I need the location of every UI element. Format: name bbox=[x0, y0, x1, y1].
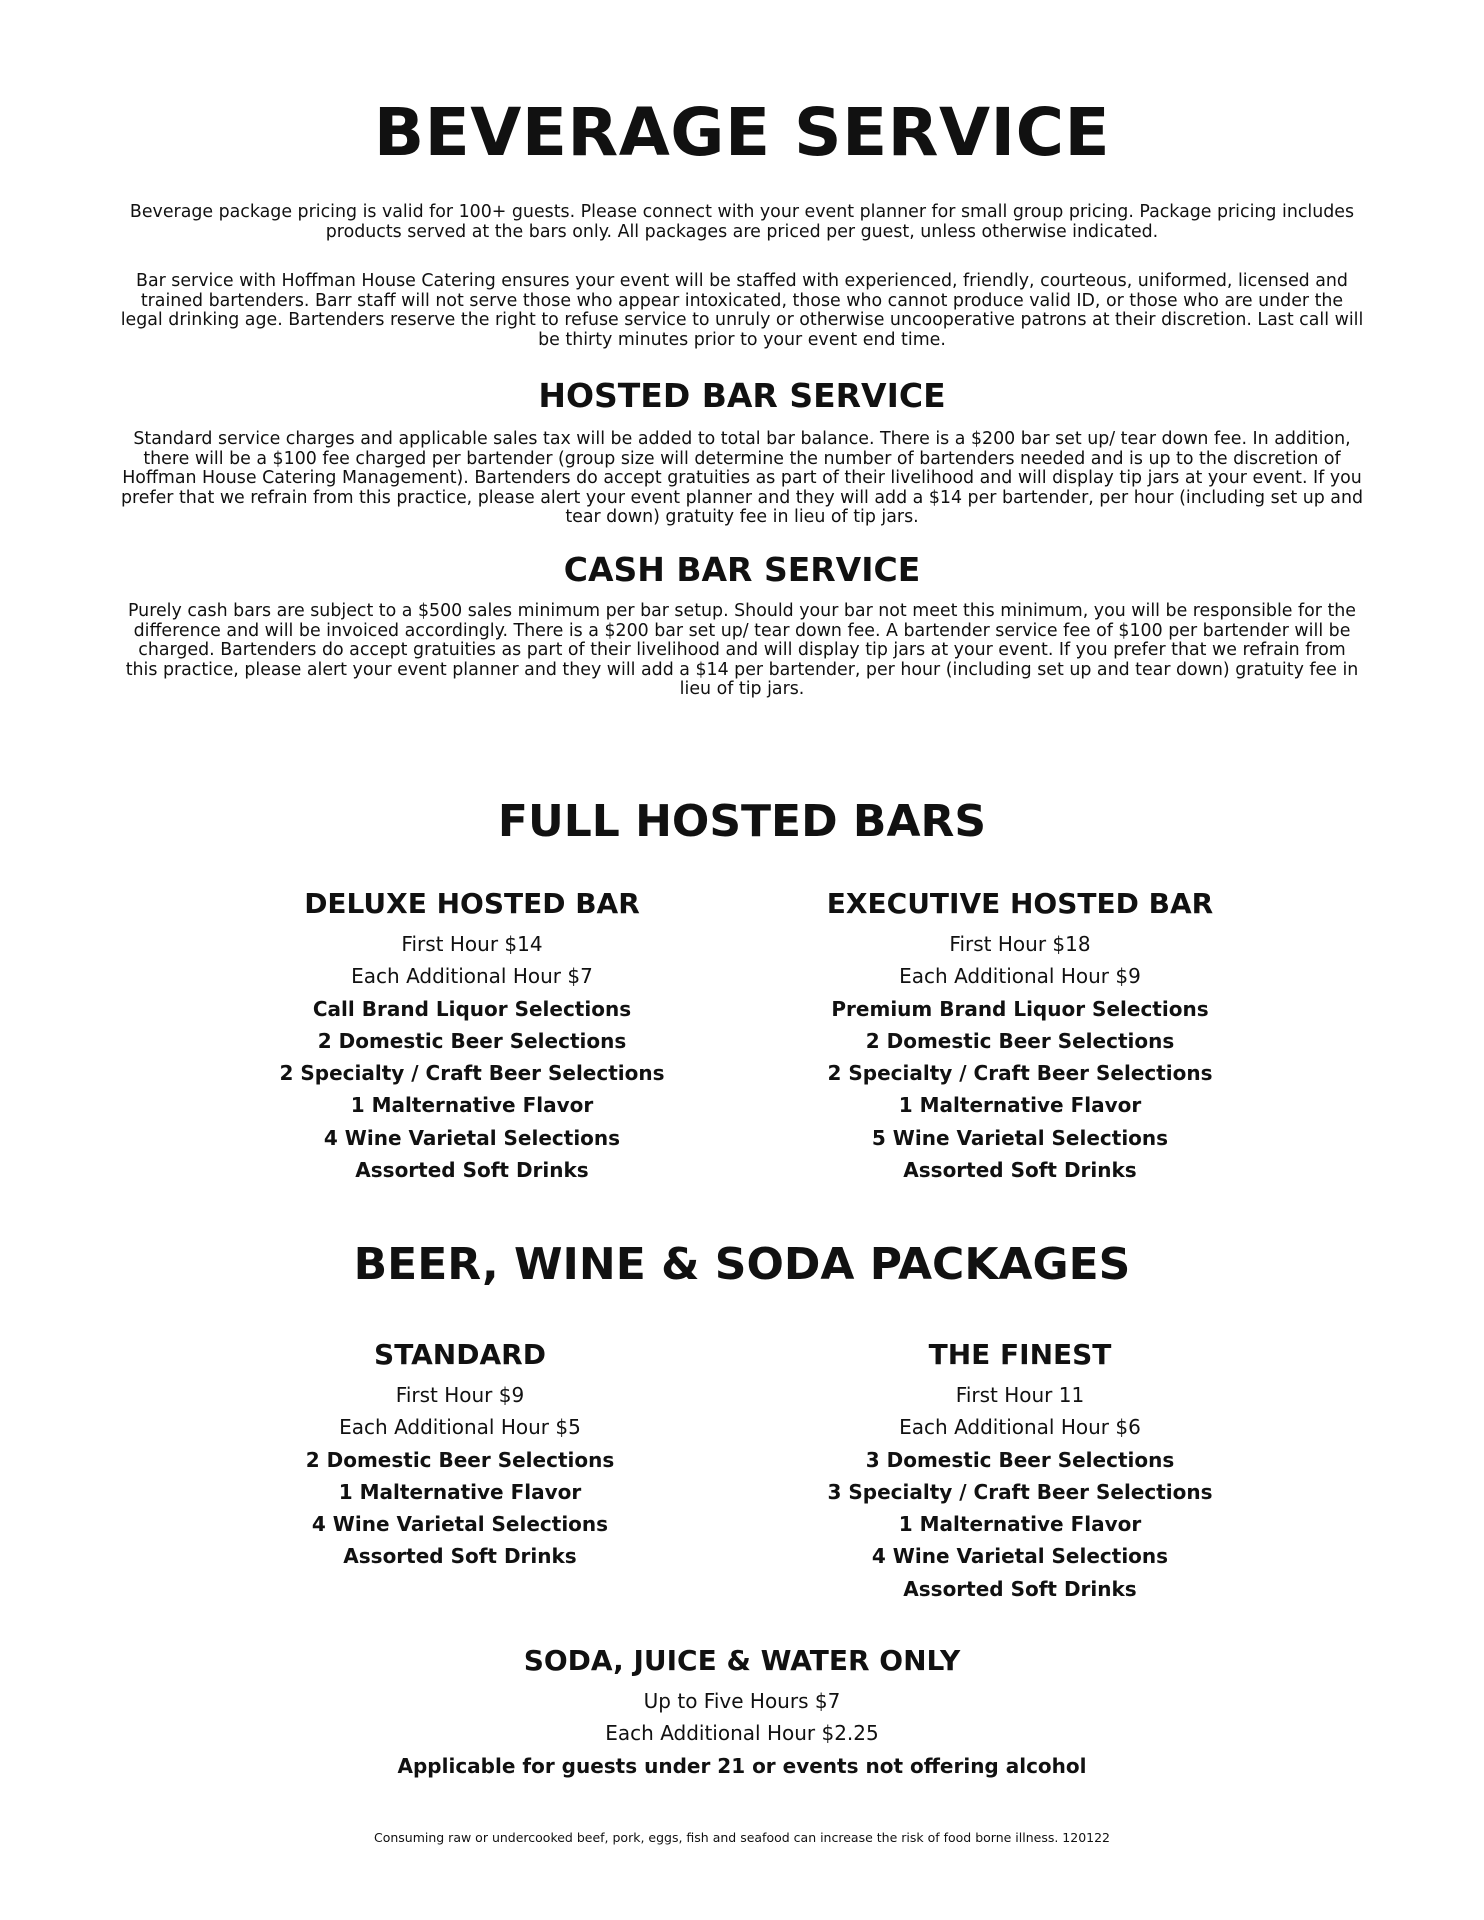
full-hosted-bars-heading: FULL HOSTED BARS bbox=[497, 796, 987, 847]
cash-bar-service-text: Purely cash bars are subject to a $500 sales minimum per bar setup. Should your bar not meet this minimum, you will be responsible for the difference and will be invoiced accordingly. There is a $200 bar set up/ tear down fee. A bartender service fee of $100 per bartender will be charged. Bartenders do accept gratuities as part of their livelihood and will display tip jars at your event. If you prefer that we refrain from this practice, please alert your event planner and they will add a $14 per bartender, per hour (including set up and tear down) gratuity fee in lieu of tip jars. bbox=[125, 601, 1359, 700]
list-item: Premium Brand Liquor Selections bbox=[831, 996, 1209, 1021]
cash-bar-service-heading: CASH BAR SERVICE bbox=[563, 550, 921, 589]
soda-line-1: Up to Five Hours $7 bbox=[643, 1689, 841, 1713]
soda-line-2: Each Additional Hour $2.25 bbox=[605, 1721, 879, 1746]
list-item: 2 Domestic Beer Selections bbox=[865, 1028, 1175, 1053]
deluxe-first-hour: First Hour $14 bbox=[401, 932, 543, 956]
executive-first-hour: First Hour $18 bbox=[949, 932, 1091, 956]
list-item: Assorted Soft Drinks bbox=[903, 1158, 1137, 1183]
list-item: 4 Wine Varietal Selections bbox=[871, 1544, 1169, 1569]
list-item: 3 Specialty / Craft Beer Selections bbox=[827, 1479, 1213, 1504]
list-item: 1 Malternative Flavor bbox=[898, 1512, 1142, 1537]
list-item: 4 Wine Varietal Selections bbox=[323, 1125, 621, 1150]
executive-hosted-bar bbox=[810, 887, 1230, 1186]
soda-juice-water-title: SODA, JUICE & WATER ONLY bbox=[523, 1644, 961, 1677]
list-item: 3 Domestic Beer Selections bbox=[865, 1447, 1175, 1472]
page-title: BEVERAGE SERVICE bbox=[373, 94, 1111, 171]
list-item: 2 Specialty / Craft Beer Selections bbox=[827, 1061, 1213, 1086]
finest-package bbox=[810, 1338, 1230, 1605]
standard-package bbox=[250, 1338, 670, 1573]
intro-paragraph-bar-service: Bar service with Hoffman House Catering ensures your event will be staffed with experienced, friendly, courteous, uniformed, licensed and trained bartenders. Barr staff will not serve those who appear intoxicated, those who cannot produce valid ID, or those who are under the legal drinking age. Bartenders reserve the right to refuse service to unruly or otherwise uncooperative patrons at their discretion. Last call will be thirty minutes prior to your event end time. bbox=[120, 271, 1364, 350]
standard-additional-hour: Each Additional Hour $5 bbox=[339, 1415, 581, 1440]
beer-wine-soda-heading: BEER, WINE & SODA PACKAGES bbox=[353, 1239, 1131, 1290]
list-item: Assorted Soft Drinks bbox=[355, 1158, 589, 1183]
soda-juice-water-package bbox=[392, 1644, 1092, 1782]
executive-additional-hour: Each Additional Hour $9 bbox=[899, 964, 1141, 989]
list-item: 2 Domestic Beer Selections bbox=[305, 1447, 615, 1472]
standard-title: STANDARD bbox=[374, 1338, 546, 1371]
executive-title: EXECUTIVE HOSTED BAR bbox=[826, 887, 1214, 920]
list-item: 2 Domestic Beer Selections bbox=[317, 1028, 627, 1053]
list-item: 1 Malternative Flavor bbox=[898, 1093, 1142, 1118]
deluxe-title: DELUXE HOSTED BAR bbox=[304, 887, 640, 920]
finest-first-hour: First Hour 11 bbox=[955, 1383, 1085, 1407]
list-item: 1 Malternative Flavor bbox=[338, 1479, 582, 1504]
finest-title: THE FINEST bbox=[928, 1338, 1112, 1371]
finest-additional-hour: Each Additional Hour $6 bbox=[899, 1415, 1141, 1440]
list-item: 1 Malternative Flavor bbox=[350, 1093, 594, 1118]
intro-paragraph-pricing: Beverage package pricing is valid for 100+ guests. Please connect with your event planner for small group pricing. Package pricing includes products served at the bars only. All packages are priced per guest, unless otherwise indicated. bbox=[129, 202, 1355, 242]
list-item: Assorted Soft Drinks bbox=[903, 1576, 1137, 1601]
standard-first-hour: First Hour $9 bbox=[395, 1383, 525, 1407]
list-item: Call Brand Liquor Selections bbox=[312, 996, 632, 1021]
list-item: 2 Specialty / Craft Beer Selections bbox=[279, 1061, 665, 1086]
deluxe-hosted-bar bbox=[262, 887, 682, 1186]
soda-note: Applicable for guests under 21 or events not offering alcohol bbox=[397, 1753, 1087, 1778]
list-item: 5 Wine Varietal Selections bbox=[871, 1125, 1169, 1150]
hosted-bar-service-text: Standard service charges and applicable sales tax will be added to total bar balance. There is a $200 bar set up/ tear down fee. In addition, there will be a $100 fee charged per bartender (group size will determine the number of bartenders needed and is up to the discretion of Hoffman House Catering Management). Bartenders do accept gratuities as part of their livelihood and will display tip jars at your event. If you prefer that we refrain from this practice, please alert your event planner and they will add a $14 per bartender, per hour (including set up and tear down) gratuity fee in lieu of tip jars. bbox=[120, 429, 1364, 528]
deluxe-additional-hour: Each Additional Hour $7 bbox=[351, 964, 593, 989]
hosted-bar-service-heading: HOSTED BAR SERVICE bbox=[538, 376, 946, 415]
list-item: 4 Wine Varietal Selections bbox=[311, 1512, 609, 1537]
food-safety-disclaimer: Consuming raw or undercooked beef, pork, eggs, fish and seafood can increase the risk of food borne illness. 120122 bbox=[373, 1830, 1111, 1845]
list-item: Assorted Soft Drinks bbox=[343, 1544, 577, 1569]
